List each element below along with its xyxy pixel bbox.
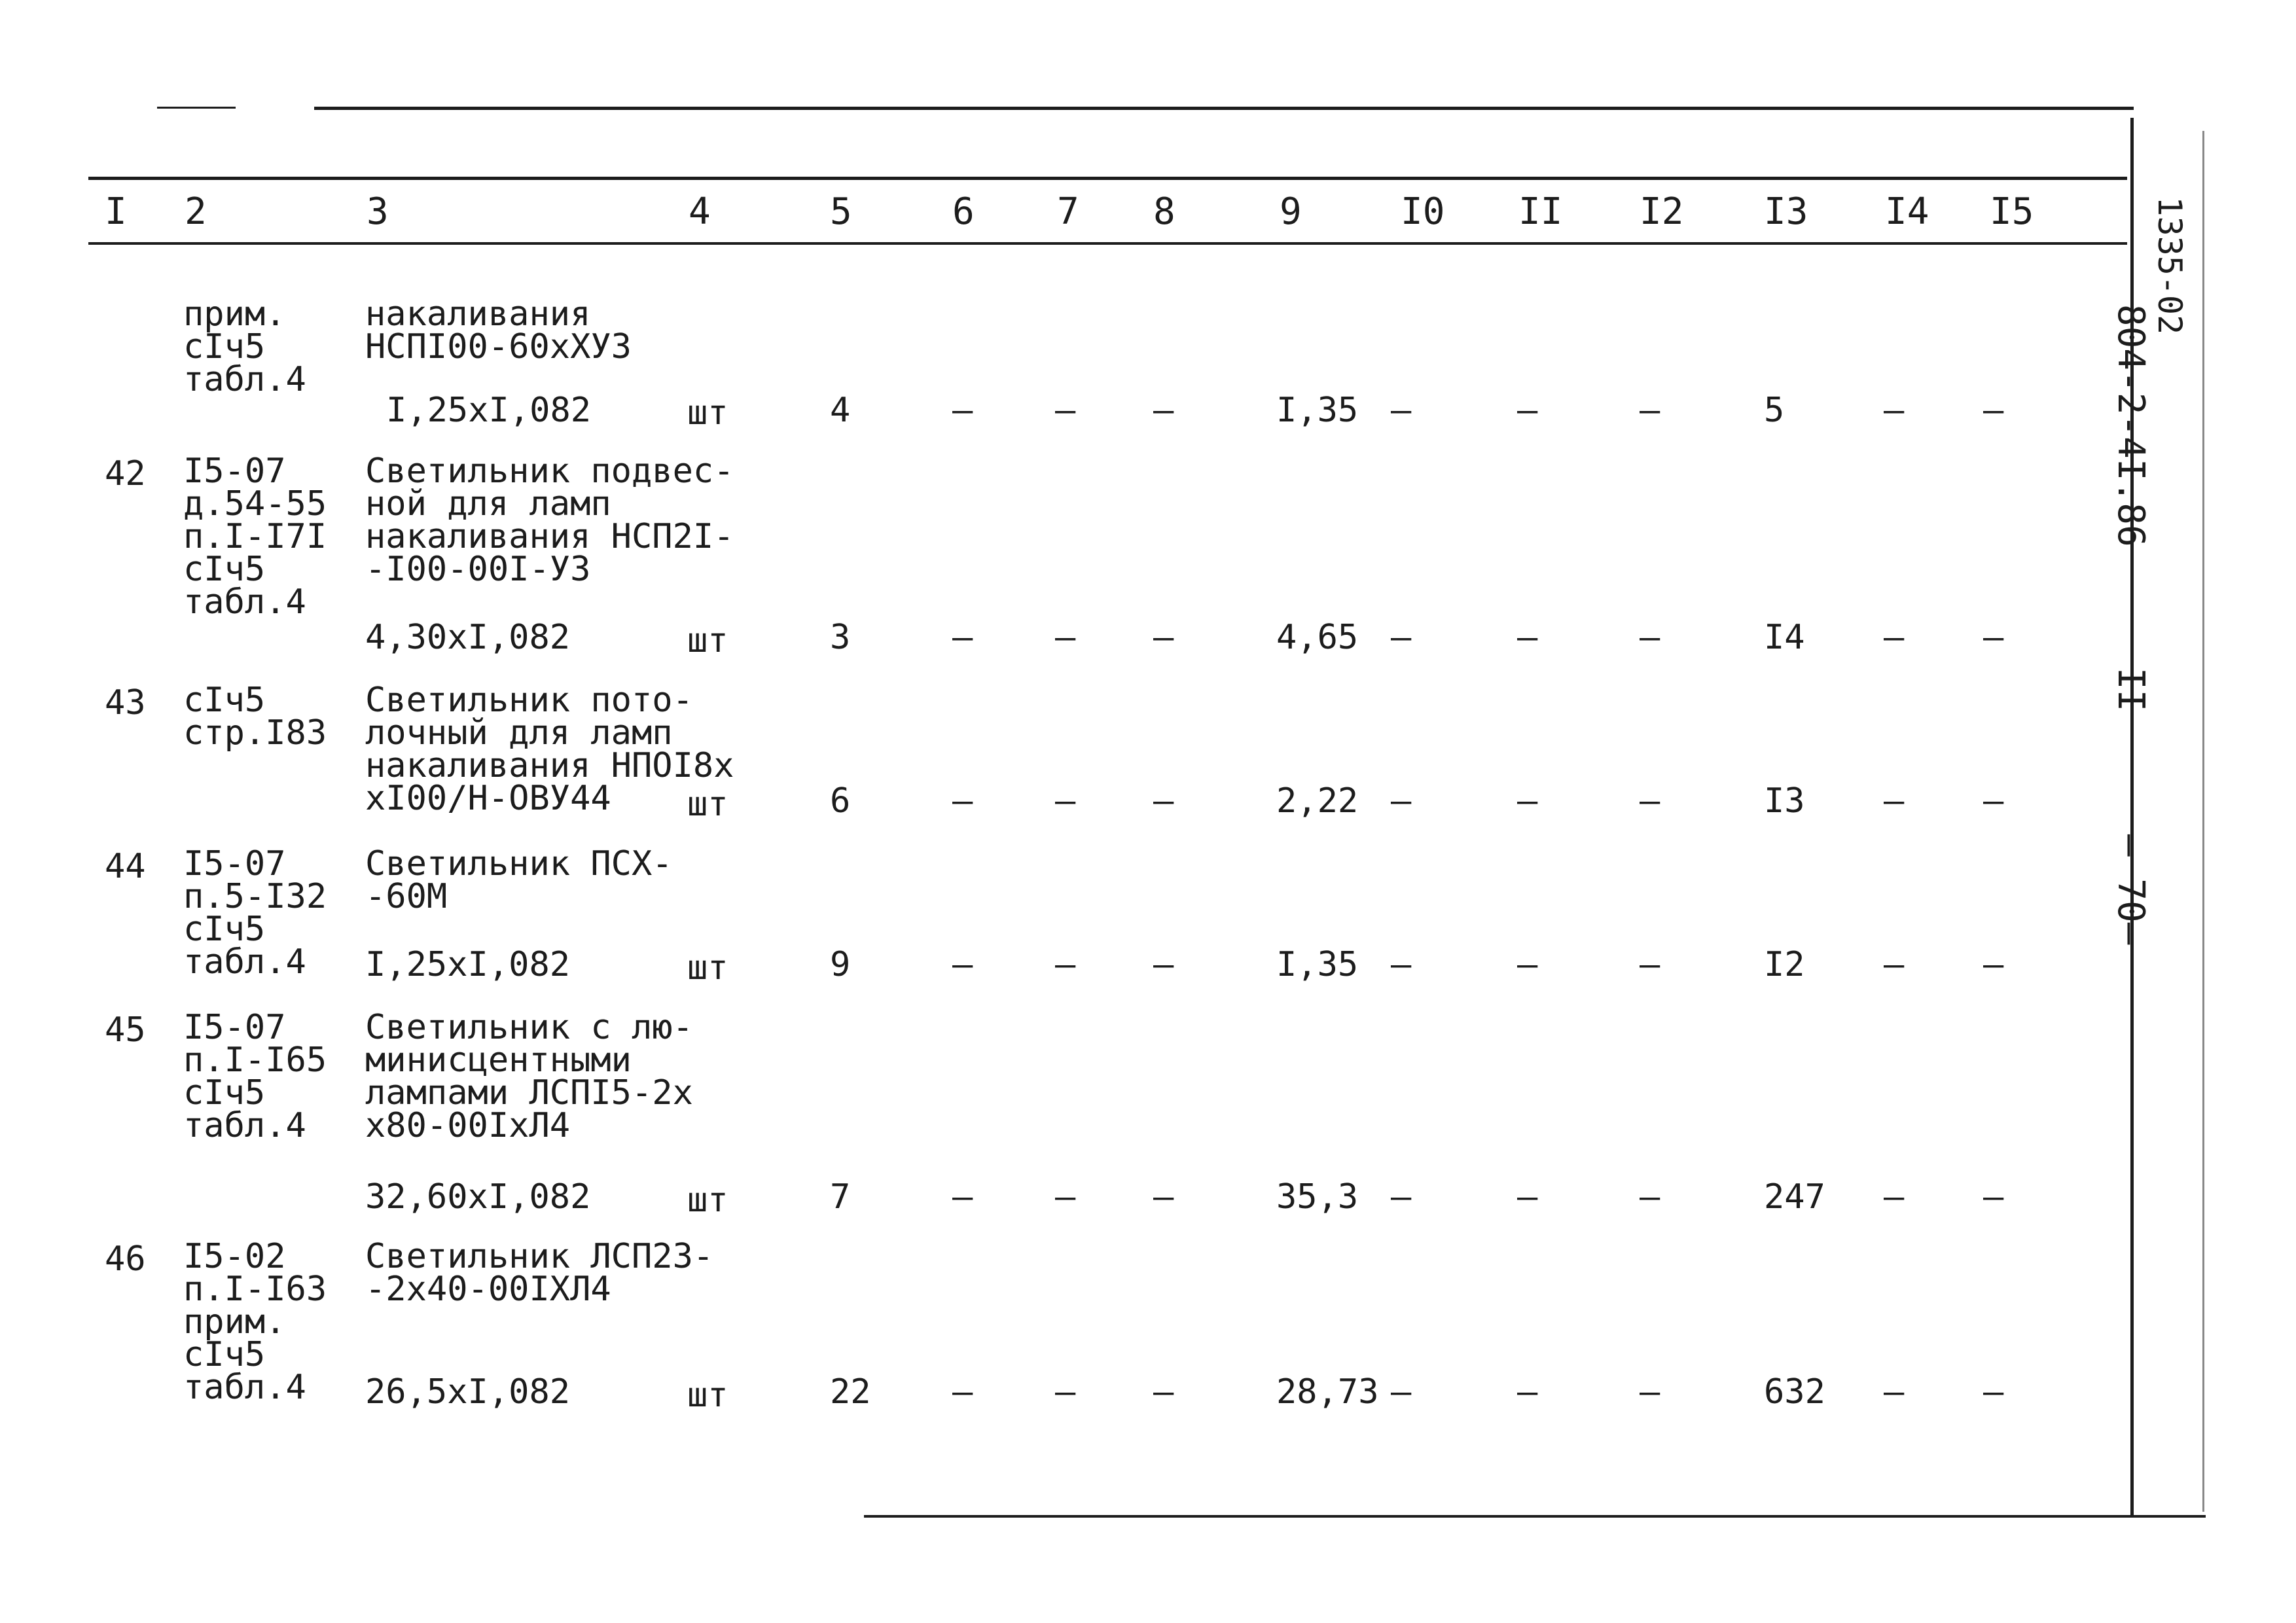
top-c8: – (1153, 391, 1174, 430)
row-46-c15: – (1983, 1372, 2004, 1412)
top-formula: I,25хI,082 (386, 391, 592, 430)
row-43-qty: 6 (830, 781, 851, 821)
row-43-name: Светильник пото- лочный для ламп накаливания НПОI8х хI00/Н-ОВУ44 (365, 681, 734, 818)
row-46-formula: 26,5хI,082 (365, 1372, 571, 1412)
row-46-c11: – (1517, 1372, 1538, 1412)
row-45-name: Светильник с лю- минисцентными лампами ЛСПI5-2х х80-00IхЛ4 (365, 1008, 693, 1145)
row-46-c12: – (1640, 1372, 1660, 1412)
header-col-11: II (1518, 190, 1563, 233)
top-c13: 5 (1764, 391, 1785, 430)
top-c15: – (1983, 391, 2004, 430)
row-42-code: I5-07 д.54-55 п.I-I7I cIч5 табл.4 (183, 452, 327, 622)
side-album-number: II (2109, 667, 2152, 712)
row-43-c13: I3 (1764, 781, 1805, 821)
top-qty: 4 (830, 391, 851, 430)
row-43-c12: – (1640, 781, 1660, 821)
row-46-c9: 28,73 (1276, 1372, 1379, 1412)
row-45-c11: – (1517, 1177, 1538, 1217)
row-44-c6: – (952, 945, 973, 984)
header-col-2: 2 (185, 190, 207, 233)
row-42-qty: 3 (830, 618, 851, 657)
top-c12: – (1640, 391, 1660, 430)
row-44-c12: – (1640, 945, 1660, 984)
row-46-c6: – (952, 1372, 973, 1412)
row-43-c8: – (1153, 781, 1174, 821)
header-col-15: I5 (1990, 190, 2034, 233)
row-45-c14: – (1884, 1177, 1905, 1217)
row-45-c15: – (1983, 1177, 2004, 1217)
row-44-c15: – (1983, 945, 2004, 984)
top-c11: – (1517, 391, 1538, 430)
row-46-unit: шт (687, 1376, 728, 1415)
row-42-c11: – (1517, 618, 1538, 657)
row-43-c15: – (1983, 781, 2004, 821)
row-42-c9: 4,65 (1276, 618, 1359, 657)
row-44-c10: – (1391, 945, 1412, 984)
row-46-code: I5-02 п.I-I63 прим. cIч5 табл.4 (183, 1237, 327, 1407)
row-42-c14: – (1884, 618, 1905, 657)
row-44-c14: – (1884, 945, 1905, 984)
row-43-num: 43 (105, 683, 146, 722)
row-44-unit: шт (687, 948, 728, 988)
row-45-c9: 35,3 (1276, 1177, 1359, 1217)
side-page-number: — 70— (2109, 834, 2152, 945)
row-42-name: Светильник подвес- ной для ламп накаливания НСП2I- -I00-00I-У3 (365, 452, 734, 589)
header-col-13: I3 (1764, 190, 1808, 233)
row-45-formula: 32,60хI,082 (365, 1177, 591, 1217)
row-43-c9: 2,22 (1276, 781, 1359, 821)
row-46-c14: – (1884, 1372, 1905, 1412)
row-45-c6: – (952, 1177, 973, 1217)
top-rule-short (157, 107, 236, 109)
top-rule (314, 107, 2134, 110)
row-43-c6: – (952, 781, 973, 821)
row-44-c7: – (1055, 945, 1076, 984)
row-43-unit: шт (687, 785, 728, 824)
row-44-c8: – (1153, 945, 1174, 984)
row-46-c7: – (1055, 1372, 1076, 1412)
row-42-c15: – (1983, 618, 2004, 657)
top-c6: – (952, 391, 973, 430)
row-42-num: 42 (105, 454, 146, 493)
row-45-c10: – (1391, 1177, 1412, 1217)
row-44-qty: 9 (830, 945, 851, 984)
header-col-9: 9 (1280, 190, 1302, 233)
row-42-c10: – (1391, 618, 1412, 657)
header-col-3: 3 (367, 190, 389, 233)
top-c10: – (1391, 391, 1412, 430)
row-45-c8: – (1153, 1177, 1174, 1217)
row-42-c12: – (1640, 618, 1660, 657)
row-45-qty: 7 (830, 1177, 851, 1217)
header-col-4: 4 (689, 190, 711, 233)
row-44-name: Светильник ПСХ- -60М (365, 844, 673, 916)
row-42-c7: – (1055, 618, 1076, 657)
row-45-code: I5-07 п.I-I65 cIч5 табл.4 (183, 1008, 327, 1145)
row-44-code: I5-07 п.5-I32 cIч5 табл.4 (183, 844, 327, 982)
header-col-10: I0 (1401, 190, 1445, 233)
row-45-unit: шт (687, 1181, 728, 1220)
row-45-c13: 247 (1764, 1177, 1825, 1217)
row-44-c9: I,35 (1276, 945, 1359, 984)
header-col-8: 8 (1153, 190, 1175, 233)
header-bottom-rule (88, 242, 2127, 245)
header-col-5: 5 (830, 190, 852, 233)
row-42-c6: – (952, 618, 973, 657)
header-col-14: I4 (1885, 190, 1929, 233)
row-46-c8: – (1153, 1372, 1174, 1412)
row-44-num: 44 (105, 847, 146, 886)
side-document-code: 804-2-4I.86 (2109, 304, 2152, 547)
top-c14: – (1884, 391, 1905, 430)
row-43-c11: – (1517, 781, 1538, 821)
top-c7: – (1055, 391, 1076, 430)
row-43-c7: – (1055, 781, 1076, 821)
top-name: накаливания НСПI00-60хХУ3 (365, 294, 632, 366)
side-inventory-number: 1335-02 (2151, 196, 2189, 335)
row-46-c10: – (1391, 1372, 1412, 1412)
row-44-c11: – (1517, 945, 1538, 984)
top-c9: I,35 (1276, 391, 1359, 430)
row-42-unit: шт (687, 621, 728, 660)
row-46-qty: 22 (830, 1372, 871, 1412)
row-44-c13: I2 (1764, 945, 1805, 984)
top-code: прим. cIч5 табл.4 (183, 294, 306, 399)
row-43-code: cIч5 стр.I83 (183, 681, 327, 753)
row-44-formula: I,25хI,082 (365, 945, 571, 984)
row-46-num: 46 (105, 1240, 146, 1279)
side-border-line-right (2202, 131, 2204, 1512)
row-43-c14: – (1884, 781, 1905, 821)
header-col-12: I2 (1640, 190, 1684, 233)
header-top-rule (88, 177, 2127, 180)
row-45-c7: – (1055, 1177, 1076, 1217)
row-42-formula: 4,30хI,082 (365, 618, 571, 657)
row-45-num: 45 (105, 1010, 146, 1050)
row-43-c10: – (1391, 781, 1412, 821)
header-col-1: I (105, 190, 127, 233)
bottom-rule (864, 1515, 2206, 1518)
row-42-c8: – (1153, 618, 1174, 657)
row-46-name: Светильник ЛСП23- -2х40-00IХЛ4 (365, 1237, 714, 1309)
header-col-7: 7 (1057, 190, 1079, 233)
top-unit: шт (687, 393, 728, 433)
header-col-6: 6 (952, 190, 975, 233)
row-46-c13: 632 (1764, 1372, 1825, 1412)
row-45-c12: – (1640, 1177, 1660, 1217)
row-42-c13: I4 (1764, 618, 1805, 657)
